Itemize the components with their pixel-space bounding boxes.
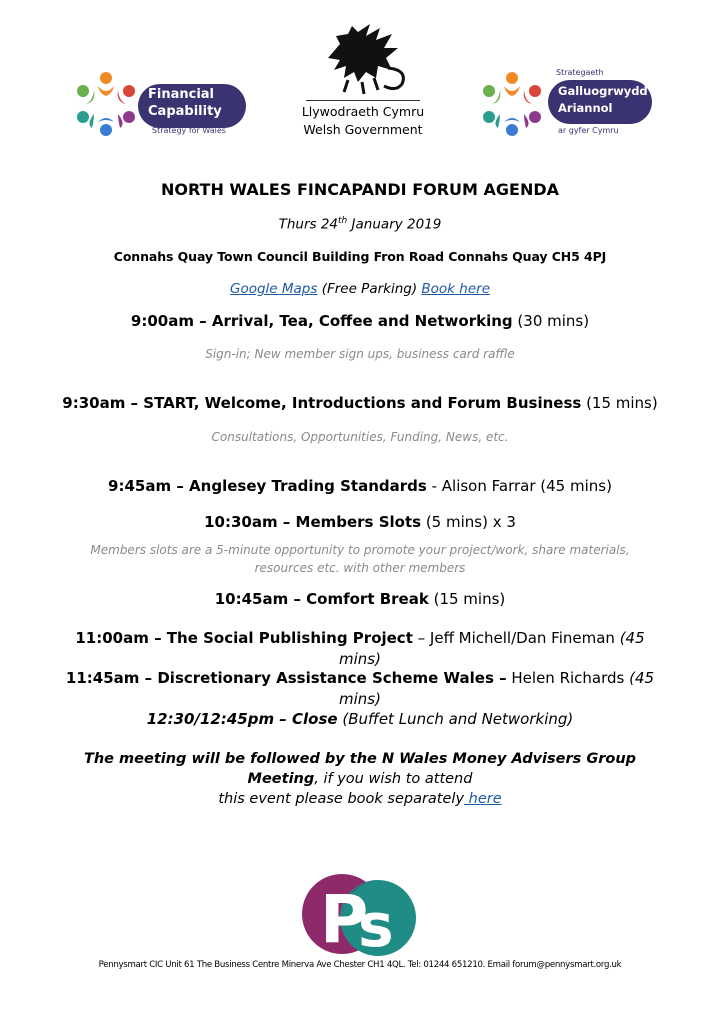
agenda-item [0,394,720,412]
agenda-item [0,669,720,687]
event-date [0,216,720,233]
logo-line-2: Capability [148,104,222,119]
logo-line-1: Financial [148,87,215,102]
agenda-detail: (Buffet Lunch and Networking) [337,710,574,728]
agenda-note: Sign-in; New member sign ups, business card raffle [205,347,515,361]
footer-contact: Pennysmart CIC Unit 61 The Business Centre Minerva Ave Chester CH1 4QL. Tel: 01244 651210. Email forum@pennysmart.org.uk [98,960,622,970]
closing-line-3 [0,791,720,807]
pennysmart-logo [302,872,418,962]
date-prefix: Thurs 24 [278,216,339,233]
venue-links [0,281,720,297]
agenda-time-title: 9:00am – Arrival, Tea, Coffee and Networking [130,312,513,330]
agenda-time-title: 11:00am – The Social Publishing Project [75,629,413,647]
date-suffix: th [338,216,348,226]
welsh-government-logo [298,18,428,143]
agenda-time-title: 10:30am – Members Slots [204,513,422,531]
logo-subtitle: Strategy for Wales [152,126,226,135]
agenda-detail: (5 mins) x 3 [421,513,516,531]
dragon-icon [318,18,410,96]
agenda-time-title: 11:45am – Discretionary Assistance Scheme Wales – [65,669,507,687]
venue-address: Connahs Quay Town Council Building Fron Road Connahs Quay CH5 4PJ [113,249,607,264]
agenda-item [0,477,720,495]
book-here-link[interactable]: Book here [421,281,491,297]
agenda-duration: (45 [619,629,645,647]
agenda-detail: (15 mins) [428,590,506,608]
agenda-time-title: 10:45am – Comfort Break [214,590,429,608]
people-circle-icon [70,68,142,140]
logo-divider [306,100,420,101]
parking-note: (Free Parking) [317,281,422,297]
financial-capability-logo [70,68,250,140]
agenda-detail: - Alison Farrar (45 mins) [426,477,612,495]
agenda-item [0,590,720,608]
agenda-duration-wrap: mins) [339,690,381,708]
logo-line-2: Welsh Government [303,122,423,137]
pennysmart-ps-icon [302,872,418,962]
financial-capability-pill [138,84,246,128]
agenda-time-title: 12:30/12:45pm – Close [146,710,338,728]
logo-line-1: Llywodraeth Cymru [301,104,425,119]
closing-line-1: The meeting will be followed by the N Wales Money Advisers Group [83,751,637,767]
svg-text:s: s [358,891,394,961]
agenda-note: resources etc. with other members [254,561,466,575]
agenda-detail: (15 mins) [581,394,658,412]
agenda-time-title: 9:30am – START, Welcome, Introductions and Forum Business [62,394,582,412]
galluogrwydd-pill [548,80,652,124]
page-title: NORTH WALES FINCAPANDI FORUM AGENDA [160,180,560,199]
agenda-detail: Helen Richards [506,669,630,687]
agenda-duration: (45 [629,669,655,687]
date-rest: January 2019 [347,216,442,233]
agenda-time-title: 9:45am – Anglesey Trading Standards [108,477,427,495]
agenda-note: Consultations, Opportunities, Funding, News, etc. [211,430,509,444]
agenda-detail: – Jeff Michell/Dan Fineman [412,629,620,647]
agenda-detail: (30 mins) [512,312,590,330]
closing-bold: Meeting [247,771,315,787]
agenda-item [0,312,720,330]
book-separately-link[interactable]: here [464,791,502,807]
svg-text:P: P [320,881,369,958]
agenda-duration-wrap: mins) [339,650,381,668]
logo-subtitle: ar gyfer Cymru [558,126,619,135]
agenda-item [0,629,720,647]
agenda-note: Members slots are a 5-minute opportunity to promote your project/work, share materials, [90,543,630,557]
logo-top-label: Strategaeth [556,68,604,77]
agenda-item [0,710,720,728]
logo-line-1: Galluogrwydd [558,84,648,98]
agenda-item [0,513,720,531]
google-maps-link[interactable]: Google Maps [229,281,318,297]
people-circle-icon [476,68,548,140]
closing-text: this event please book separately [218,791,465,807]
closing-rest: , if you wish to attend [314,771,473,787]
closing-line-2 [0,771,720,787]
galluogrwydd-ariannol-logo [476,66,656,142]
logo-line-2: Ariannol [558,101,613,115]
